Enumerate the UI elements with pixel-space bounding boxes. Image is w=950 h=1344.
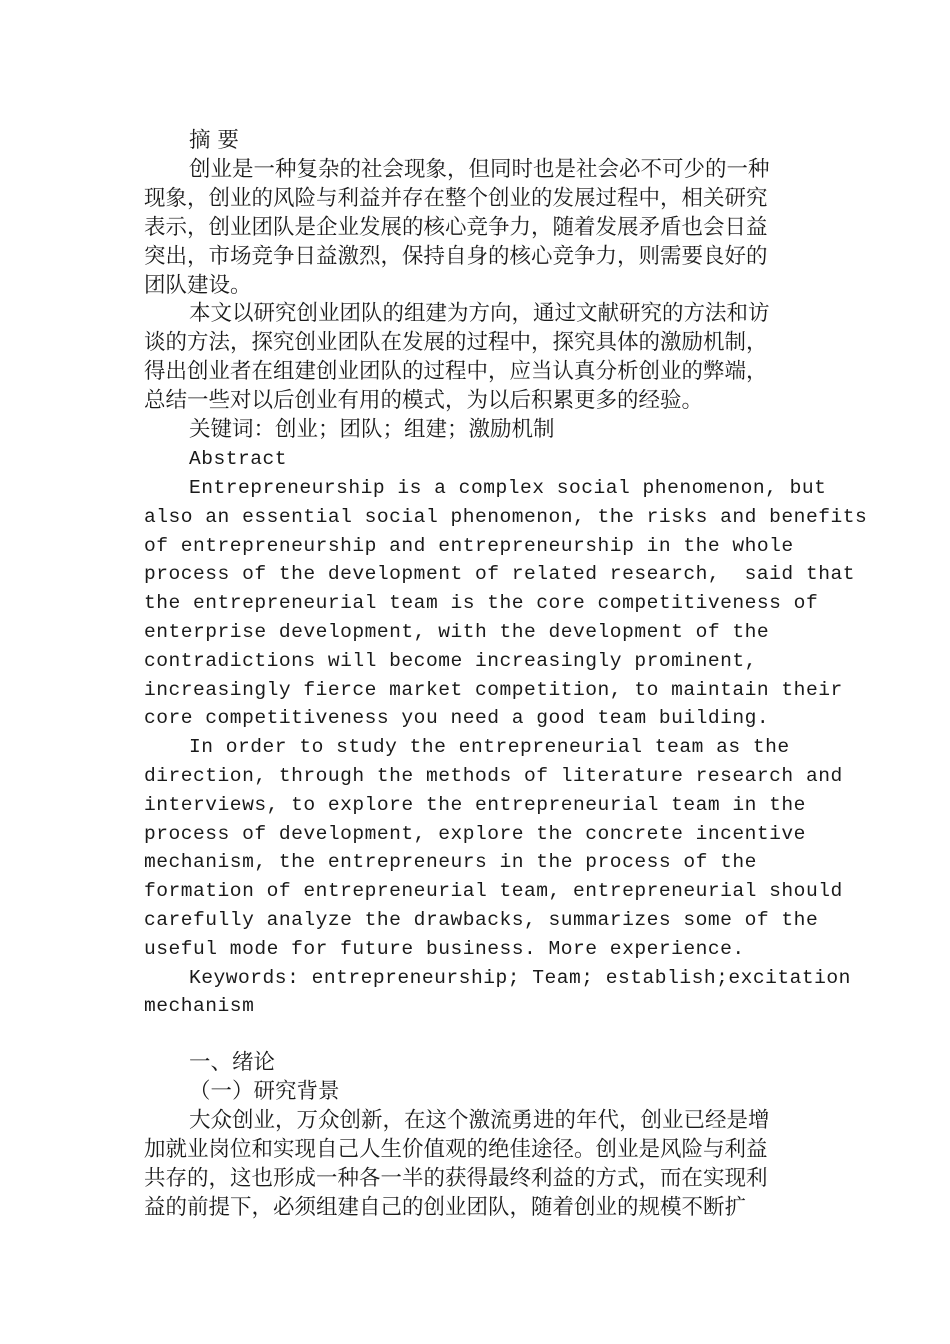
body-line: 共存的，这也形成一种各一半的获得最终利益的方式，而在实现利 bbox=[144, 1166, 768, 1191]
abstract-cn-heading: 摘 要 bbox=[189, 128, 239, 153]
abstract-en-line: interviews, to explore the entrepreneurial team in the bbox=[144, 794, 806, 816]
abstract-en-line: carefully analyze the drawbacks, summarizes some of the bbox=[144, 909, 819, 931]
abstract-cn-line: 表示，创业团队是企业发展的核心竞争力，随着发展矛盾也会日益 bbox=[144, 215, 768, 240]
body-line: 加就业岗位和实现自己人生价值观的绝佳途径。创业是风险与利益 bbox=[144, 1137, 768, 1162]
abstract-cn-line: 本文以研究创业团队的组建为方向，通过文献研究的方法和访 bbox=[189, 301, 770, 326]
body-line: 益的前提下，必须组建自己的创业团队，随着创业的规模不断扩 bbox=[144, 1195, 747, 1220]
abstract-en-line: process of development, explore the concrete incentive bbox=[144, 823, 806, 845]
abstract-en-line: In order to study the entrepreneurial team as the bbox=[189, 736, 790, 758]
abstract-en-line: formation of entrepreneurial team, entrepreneurial should bbox=[144, 880, 843, 902]
abstract-cn-line: 谈的方法，探究创业团队在发展的过程中，探究具体的激励机制， bbox=[144, 330, 768, 355]
abstract-en-line: of entrepreneurship and entrepreneurship in the whole bbox=[144, 535, 794, 557]
abstract-en-line: useful mode for future business. More experience. bbox=[144, 938, 745, 960]
abstract-cn-line: 现象，创业的风险与利益并存在整个创业的发展过程中，相关研究 bbox=[144, 186, 768, 211]
abstract-en-line: Entrepreneurship is a complex social phenomenon, but bbox=[189, 477, 827, 499]
abstract-en-line: also an essential social phenomenon, the risks and benefits bbox=[144, 506, 868, 528]
abstract-cn-line: 创业是一种复杂的社会现象，但同时也是社会必不可少的一种 bbox=[189, 157, 770, 182]
abstract-en-line: contradictions will become increasingly prominent, bbox=[144, 650, 757, 672]
abstract-en-line: increasingly fierce market competition, to maintain their bbox=[144, 679, 843, 701]
abstract-cn-line: 得出创业者在组建创业团队的过程中，应当认真分析创业的弊端， bbox=[144, 359, 768, 384]
abstract-en-heading: Abstract bbox=[189, 448, 288, 470]
abstract-en-line: mechanism, the entrepreneurs in the process of the bbox=[144, 851, 757, 873]
abstract-en-line: direction, through the methods of literature research and bbox=[144, 765, 843, 787]
keywords-cn: 关键词：创业；团队；组建；激励机制 bbox=[189, 417, 555, 442]
section-heading: 一、绪论 bbox=[189, 1050, 276, 1075]
abstract-en-line: the entrepreneurial team is the core competitiveness of bbox=[144, 592, 819, 614]
keywords-en: Keywords: entrepreneurship; Team; establish;excitation bbox=[189, 967, 851, 989]
abstract-en-line: process of the development of related research, said that bbox=[144, 563, 855, 585]
body-line: 大众创业，万众创新，在这个激流勇进的年代，创业已经是增 bbox=[189, 1108, 770, 1133]
abstract-en-line: enterprise development, with the development of the bbox=[144, 621, 770, 643]
subsection-heading: （一）研究背景 bbox=[189, 1079, 340, 1104]
abstract-cn-line: 团队建设。 bbox=[144, 273, 252, 298]
abstract-en-line: core competitiveness you need a good team building. bbox=[144, 707, 770, 729]
keywords-en-continued: mechanism bbox=[144, 995, 255, 1017]
abstract-cn-line: 突出，市场竞争日益激烈，保持自身的核心竞争力，则需要良好的 bbox=[144, 244, 768, 269]
abstract-cn-line: 总结一些对以后创业有用的模式，为以后积累更多的经验。 bbox=[144, 388, 704, 413]
